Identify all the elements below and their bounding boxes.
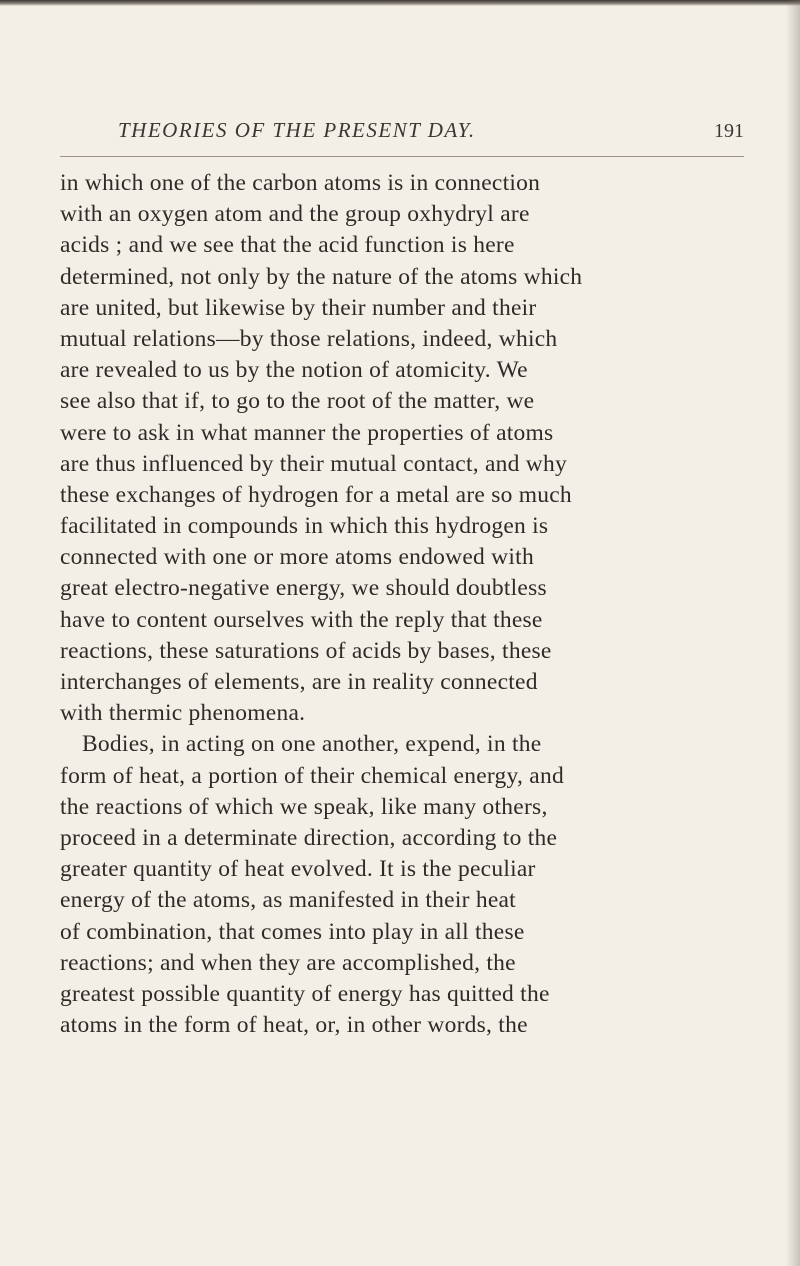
body-text (60, 168, 760, 1041)
text-line: connected with one or more atoms endowed with (60, 544, 534, 571)
page-right-shadow (786, 0, 800, 1266)
text-line: reactions, these saturations of acids by bases, these (60, 637, 552, 664)
running-title: THEORIES OF THE PRESENT DAY. (118, 118, 476, 142)
text-line: reactions; and when they are accomplished, the (60, 949, 516, 976)
text-line: greater quantity of heat evolved. It is the peculiar (60, 856, 536, 883)
text-line: these exchanges of hydrogen for a metal are so much (60, 481, 572, 508)
text-line: mutual relations—by those relations, indeed, which (60, 325, 558, 352)
text-line: form of heat, a portion of their chemical energy, and (60, 762, 564, 789)
text-line: with an oxygen atom and the group oxhydryl are (60, 201, 530, 228)
text-line: great electro-negative energy, we should doubtless (60, 575, 547, 602)
text-line: were to ask in what manner the properties of atoms (60, 419, 554, 446)
text-line: are thus influenced by their mutual contact, and why (60, 450, 567, 477)
text-line: of combination, that comes into play in all these (60, 918, 525, 945)
running-head (60, 118, 750, 152)
text-line: see also that if, to go to the root of the matter, we (60, 388, 535, 415)
text-line: in which one of the carbon atoms is in connection (60, 170, 541, 196)
text-line: atoms in the form of heat, or, in other words, the (60, 1012, 528, 1039)
text-line: facilitated in compounds in which this hydrogen is (60, 513, 549, 540)
text-line: with thermic phenomena. (60, 700, 306, 727)
text-line: greatest possible quantity of energy has quitted the (60, 980, 550, 1007)
text-line: have to content ourselves with the reply that these (60, 606, 543, 633)
text-line: acids ; and we see that the acid function is here (60, 232, 515, 259)
text-line: are united, but likewise by their number and their (60, 294, 537, 321)
text-line: proceed in a determinate direction, according to the (60, 824, 558, 851)
page-top-edge (0, 0, 800, 6)
text-line: are revealed to us by the notion of atomicity. We (60, 357, 528, 384)
text-line: energy of the atoms, as manifested in their heat (60, 887, 516, 914)
text-line: the reactions of which we speak, like many others, (60, 793, 548, 820)
text-line: interchanges of elements, are in reality connected (60, 669, 538, 695)
text-line: determined, not only by the nature of the atoms which (60, 263, 583, 290)
header-rule (60, 156, 744, 157)
paragraph-start-line: Bodies, in acting on one another, expend, in the (82, 731, 542, 758)
page-number: 191 (714, 120, 744, 142)
